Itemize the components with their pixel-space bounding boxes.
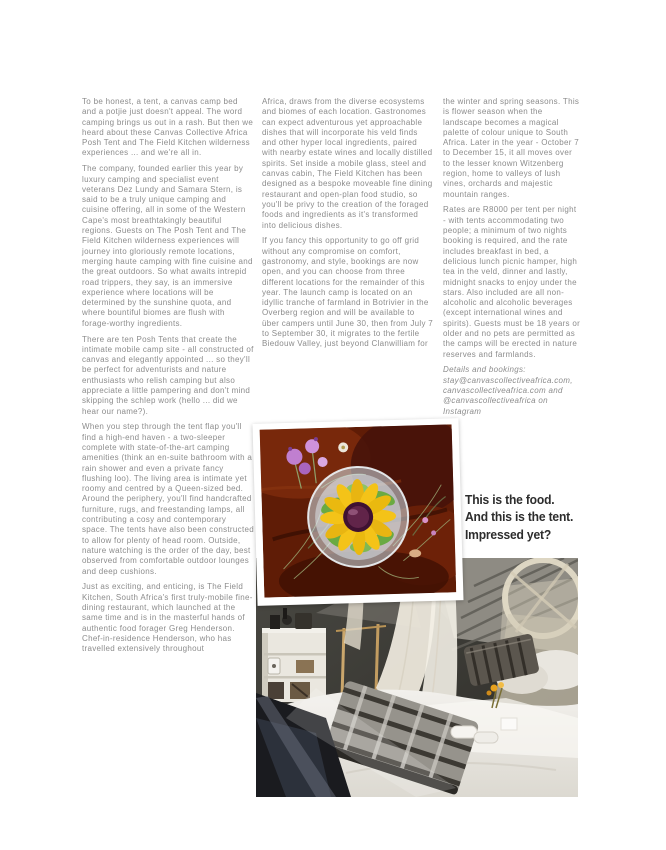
paragraph: Just as exciting, and enticing, is The Field Kitchen, South Africa's first truly-mobile fine-dining restaurant, which launched at the same time and is in the masterful hands of authentic food forager Greg Henderson. Chef-in-residence Henderson, who has travelled extensively throughout <box>82 582 253 654</box>
paragraph: the winter and spring seasons. This is flower season when the landscape becomes a magical palette of colour unique to South Africa. Later in the year - October 7 to December 15, it all moves over to the lesser known Witzenberg region, home to valleys of lush vines, orchards and majestic mountain ranges. <box>443 97 580 199</box>
paragraph: Rates are R8000 per tent per night - with tents accommodating two people; a minimum of two nights booking is required, and the rate includes breakfast in bed, a delicious lunch picnic hamper, high tea in the veld, dinner and lastly, midnight snacks to enjoy under the stars. Also included are all non-alcoholic and alcoholic beverages (except international wines and spirits). Guests must be 18 years or older and no pets are permitted as the camps will be erected in nature reserves and farmlands. <box>443 205 581 359</box>
pull-quote-line: This is the food. <box>465 493 555 507</box>
pull-quote <box>465 492 590 544</box>
booking-details-text: Details and bookings: stay@canvascollectiveafrica.com, canvascollectiveafrica.com and @canvascollectiveafrica on Instagram <box>443 365 573 416</box>
pull-quote-line: And this is the tent. <box>465 510 574 525</box>
food-photo <box>252 418 463 606</box>
paragraph: If you fancy this opportunity to go off grid without any compromise on comfort, gastronomy, and style, bookings are now open, and you can choose from three different locations for the remainder of this year. The launch camp is located on an idyllic tranche of farmland in Botrivier in the Overberg region and will be available to über campers until June 30, then from July 7 to September 30, it migrates to the fertile Biedouw Valley, just beyond Clanwilliam for <box>262 236 434 349</box>
article-column-3 <box>443 97 581 422</box>
paragraph: There are ten Posh Tents that create the intimate mobile camp site - all constructed of canvas and elegantly appointed ... so they'll be perfect for adventurists and nature enthusiasts who relish camping but also appreciate a little pampering and don't mind skipping the schlep work (hello ... did we hear our name?). <box>82 334 254 416</box>
food-photo-illustration <box>260 424 457 597</box>
paragraph: The company, founded earlier this year by luxury camping and specialist event veterans Dez Lundy and Samara Stern, is said to be a truly unique camping and cuisine offering, all in some of the Western Cape's most breathtakingly beautiful regions. Guests on The Posh Tent and The Field Kitchen wilderness experiences will journey into gloriously remote locations, merging haute camping with fine cuisine and the great outdoors. So what awaits intrepid road trippers, they say, is an immersive experience where locations will be determined by the sunshine quota, and where bountiful biomes are flush with forage-worthy ingredients. <box>82 164 253 328</box>
paragraph: To be honest, a tent, a canvas camp bed and a potjie just doesn't appeal. The word camping brings us out in a rash. But then we heard about these Canvas Collective Africa Posh Tent and The Field Kitchen wilderness experiences ... and we're all in. <box>82 97 254 158</box>
paragraph: Africa, draws from the diverse ecosystems and biomes of each location. Gastronomes can expect adventurous yet approachable dishes that will incorporate his veld finds and other hyper local ingredients, paired with nearby estate wines and locally distilled spirits. Set inside a mobile glass, steel and canvas cabin, The Field Kitchen has been designed as a bespoke moveable fine dining restaurant and open-plan food studio, so you'll be privy to the creation of the foraged foods and ingredients as it's transformed into delicious dishes. <box>262 97 433 230</box>
article-column-1 <box>82 97 254 660</box>
paragraph: When you step through the tent flap you'll find a high-end haven - a two-sleeper complete with state-of-the-art camping amenities (think an en-suite bathroom with a rain shower and even a private fancy flushing loo). The living area is intimate yet roomy and centred by a Queen-sized bed. Around the periphery, you'll find handcrafted furniture, rugs, and freestanding lamps, all contributing a cosy and contemporary space. The tents have also been constructed to allow for plenty of head room. Outside, nature watching is the order of the day, best observed from comfortable outdoor lounges and deep cushions. <box>82 422 254 576</box>
pull-quote-line: Impressed yet? <box>465 527 552 542</box>
article-column-2 <box>262 97 434 355</box>
